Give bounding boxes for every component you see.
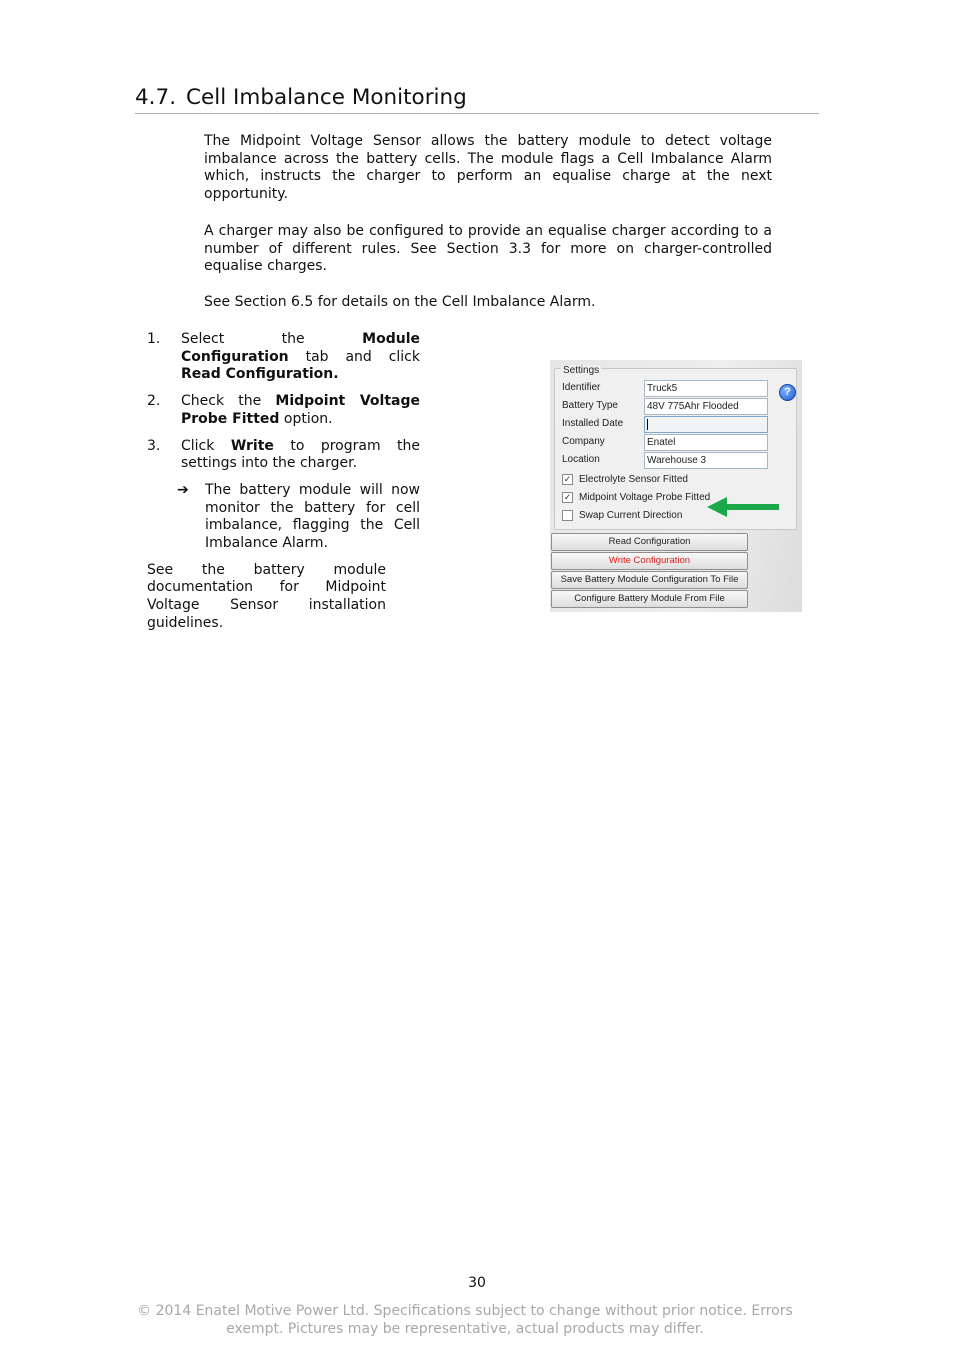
section-heading: [135, 84, 819, 114]
electrolyte-sensor-label: Electrolyte Sensor Fitted: [579, 473, 688, 485]
page-number: 30: [468, 1275, 486, 1291]
checkbox-checked-icon: ✓: [563, 473, 572, 484]
help-icon[interactable]: ?: [779, 384, 796, 401]
footer-notice: [115, 1302, 815, 1338]
step-item: [147, 331, 420, 384]
company-label: Company: [562, 436, 605, 447]
footer-line: © 2014 Enatel Motive Power Ltd. Specifications subject to change without prior notice. Errors: [137, 1303, 793, 1319]
installation-note: See the battery module documentation for Midpoint Voltage Sensor installation guidelines.: [147, 561, 386, 631]
midpoint-voltage-label: Midpoint Voltage Probe Fitted: [579, 491, 711, 503]
midpoint-voltage-checkbox[interactable]: [562, 491, 710, 503]
section-title: Cell Imbalance Monitoring: [186, 85, 467, 110]
settings-group-title: Settings: [563, 365, 600, 376]
intro-paragraph: The Midpoint Voltage Sensor allows the battery module to detect voltage imbalance across the battery cells. The module flags a Cell Imbalance Alarm which, instructs the charger to perform an equalise charge at the next opportunity.: [204, 133, 772, 203]
step-item: [147, 393, 420, 428]
arrow-right-icon: ➔: [177, 481, 189, 498]
write-configuration-button[interactable]: Write Configuration: [551, 552, 748, 570]
step-number: 2.: [147, 393, 161, 410]
step-text: Check the Midpoint Voltage Probe Fitted option.: [181, 393, 420, 427]
battery-type-input[interactable]: 48V 775Ahr Flooded: [644, 398, 768, 415]
installed-date-input[interactable]: [644, 416, 768, 433]
read-configuration-button[interactable]: Read Configuration: [551, 533, 748, 551]
company-input[interactable]: Enatel: [644, 434, 768, 451]
swap-current-label: Swap Current Direction: [579, 509, 683, 521]
result-note: [177, 482, 420, 553]
checkbox-checked-icon: ✓: [563, 491, 572, 502]
section-number: 4.7.: [135, 85, 177, 110]
settings-group: [554, 365, 797, 530]
step-item: [147, 438, 420, 473]
instruction-steps: [147, 331, 420, 633]
settings-screenshot: [550, 360, 802, 612]
equalise-paragraph: A charger may also be configured to provide an equalise charger according to a number of different rules. See Section 3.3 for more on charger-controlled equalise charges.: [204, 223, 772, 275]
identifier-label: Identifier: [562, 382, 601, 393]
configure-from-file-button[interactable]: Configure Battery Module From File: [551, 590, 748, 608]
step-number: 1.: [147, 331, 161, 347]
footer-line: exempt. Pictures may be representative, actual products may differ.: [226, 1321, 704, 1337]
step-text: Select the Module Configuration tab and click Read Configuration.: [181, 331, 420, 383]
swap-current-checkbox[interactable]: [562, 509, 682, 521]
location-input[interactable]: Warehouse 3: [644, 452, 768, 469]
alarm-reference-paragraph: See Section 6.5 for details on the Cell Imbalance Alarm.: [204, 294, 596, 310]
step-number: 3.: [147, 437, 161, 454]
battery-type-label: Battery Type: [562, 400, 618, 411]
identifier-input[interactable]: Truck5: [644, 380, 768, 397]
result-note-text: The battery module will now monitor the battery for cell imbalance, flagging the Cell Imbalance Alarm.: [205, 481, 420, 552]
text-caret: [647, 419, 648, 430]
electrolyte-sensor-checkbox[interactable]: [562, 473, 688, 485]
checkbox-unchecked-icon: [562, 510, 573, 521]
save-configuration-to-file-button[interactable]: Save Battery Module Configuration To File: [551, 571, 748, 589]
step-text: Click Write to program the settings into the charger.: [181, 437, 421, 472]
green-arrow-icon: [707, 497, 783, 517]
location-label: Location: [562, 454, 600, 465]
installed-date-label: Installed Date: [562, 418, 624, 429]
